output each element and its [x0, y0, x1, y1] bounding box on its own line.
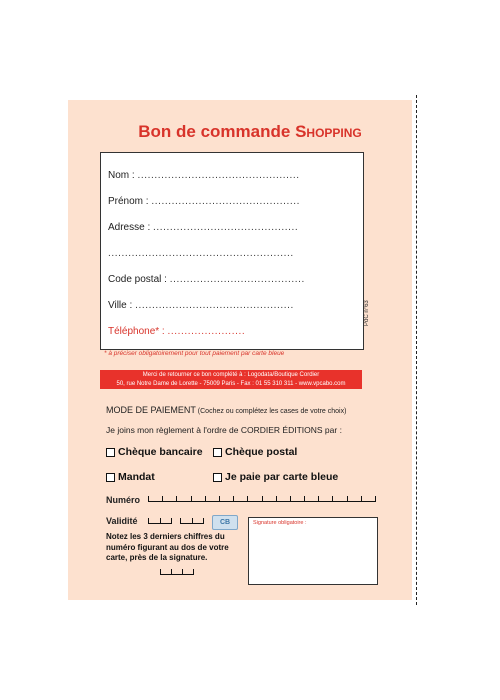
digit-tick [262, 496, 263, 501]
name-leader: ................................................ [137, 170, 300, 181]
validity-label: Validité [106, 516, 138, 526]
digit-tick [347, 496, 348, 501]
postal-code-leader: ........................................ [169, 274, 305, 285]
cheque-postal-label: Chèque postal [225, 446, 298, 458]
signature-label: Signature obligatoire : [253, 520, 307, 526]
digit-tick [148, 518, 149, 523]
city-leader: ............................................... [135, 300, 294, 311]
digit-tick [182, 569, 183, 574]
digit-tick [192, 518, 193, 523]
digit-tick [361, 496, 362, 501]
form-title [0, 122, 500, 142]
postal-code-field[interactable] [108, 274, 305, 285]
payment-heading [106, 405, 346, 415]
payment-intro: Je joins mon règlement à l'ordre de CORDIER ÉDITIONS par : [106, 425, 342, 435]
digit-tick [290, 496, 291, 501]
carte-bleue-label: Je paie par carte bleue [225, 471, 339, 483]
cheque-postal-checkbox[interactable] [213, 448, 222, 457]
digit-tick [205, 496, 206, 501]
mandat-label: Mandat [118, 471, 155, 483]
firstname-leader: ............................................ [151, 196, 301, 207]
option-carte-bleue[interactable] [213, 471, 338, 483]
form-title-main: Bon de commande [138, 122, 296, 141]
cvv-input[interactable] [160, 569, 194, 575]
digit-tick [180, 518, 181, 523]
card-number-input[interactable] [148, 496, 376, 502]
cb-card-logo: CB [212, 515, 238, 530]
digit-tick [276, 496, 277, 501]
firstname-label: Prénom : [108, 196, 149, 207]
cvv-instructions: Notez les 3 derniers chiffres du numéro figurant au dos de votre carte, près de la signature. [106, 532, 229, 562]
name-field[interactable] [108, 170, 300, 181]
digit-tick [176, 496, 177, 501]
address-field[interactable] [108, 222, 298, 233]
card-number-label: Numéro [106, 495, 141, 505]
city-field[interactable] [108, 300, 294, 311]
digit-tick [171, 518, 172, 523]
cheque-bancaire-checkbox[interactable] [106, 448, 115, 457]
digit-tick [304, 496, 305, 501]
digit-tick [318, 496, 319, 501]
digit-tick [148, 496, 149, 501]
digit-tick [233, 496, 234, 501]
city-label: Ville : [108, 300, 133, 311]
address-line2-field[interactable] [108, 248, 294, 259]
digit-tick [193, 569, 194, 574]
option-cheque-postal[interactable] [213, 446, 297, 458]
payment-heading-title: MODE DE PAIEMENT [106, 405, 196, 415]
signature-box[interactable] [248, 517, 378, 585]
digit-tick [375, 496, 376, 501]
phone-field[interactable] [108, 326, 245, 337]
digit-tick [160, 518, 161, 523]
phone-footnote: * à préciser obligatoirement pour tout paiement par carte bleue [104, 350, 285, 357]
digit-tick [160, 569, 161, 574]
digit-tick [191, 496, 192, 501]
form-reference-code: PdC n°63 [364, 300, 370, 326]
validity-year-input[interactable] [180, 518, 204, 524]
option-mandat[interactable] [106, 471, 155, 483]
firstname-field[interactable] [108, 196, 300, 207]
address-label: Adresse : [108, 222, 151, 233]
digit-tick [203, 518, 204, 523]
postal-code-label: Code postal : [108, 274, 167, 285]
validity-month-input[interactable] [148, 518, 172, 524]
digit-tick [171, 569, 172, 574]
cheque-bancaire-label: Chèque bancaire [118, 446, 203, 458]
form-title-accent: Shopping [295, 122, 362, 141]
phone-leader: ....................... [167, 326, 246, 337]
payment-heading-note: (Cochez ou complétez les cases de votre choix) [195, 408, 347, 415]
phone-label: Téléphone* : [108, 326, 165, 337]
perforation-line [416, 95, 417, 605]
digit-tick [247, 496, 248, 501]
mandat-checkbox[interactable] [106, 473, 115, 482]
address-leader: ........................................... [153, 222, 299, 233]
name-label: Nom : [108, 170, 135, 181]
digit-tick [162, 496, 163, 501]
digit-tick [332, 496, 333, 501]
address-line2-leader: ....................................................... [108, 248, 294, 259]
option-cheque-bancaire[interactable] [106, 446, 203, 458]
return-address-banner [100, 370, 362, 389]
digit-tick [219, 496, 220, 501]
banner-line-2: 50, rue Notre Dame de Lorette - 75009 Paris - Fax : 01 55 310 311 - www.vpcabo.com [116, 380, 346, 387]
carte-bleue-checkbox[interactable] [213, 473, 222, 482]
banner-line-1: Merci de retourner ce bon complété à : Logodata/Boutique Cordier [142, 372, 320, 378]
